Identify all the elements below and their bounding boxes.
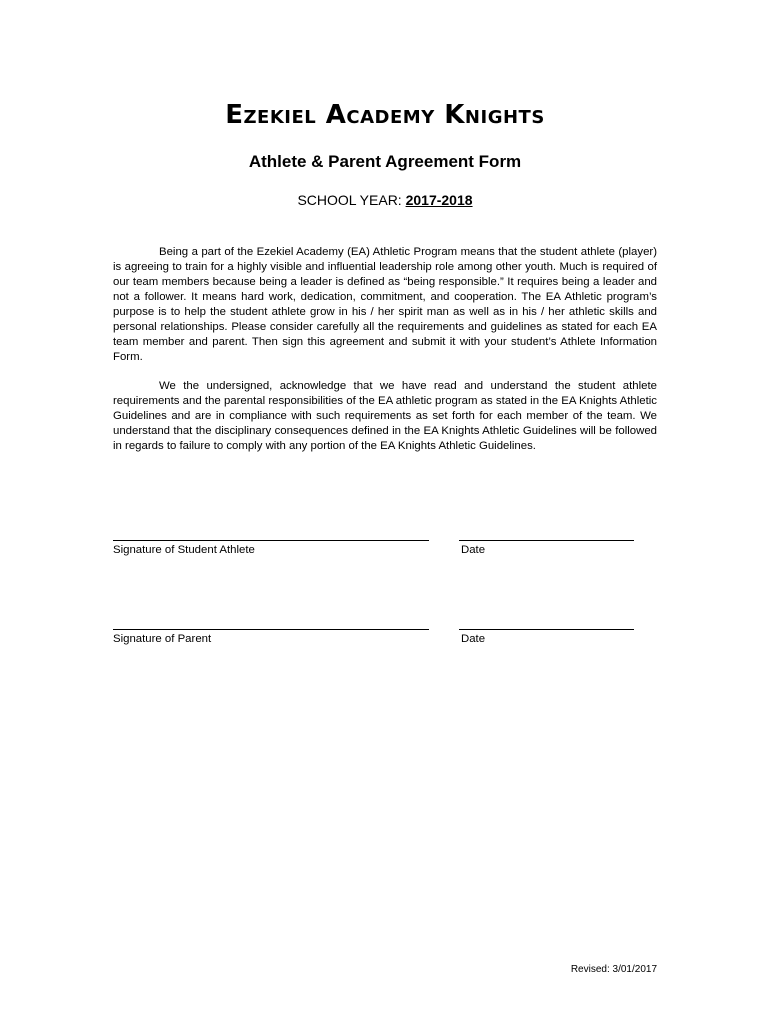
student-date-line[interactable] — [459, 540, 634, 541]
form-title: Athlete & Parent Agreement Form — [248, 152, 522, 171]
student-signature-label: Signature of Student Athlete — [113, 544, 255, 556]
parent-signature-line[interactable] — [113, 629, 429, 630]
parent-date-label: Date — [461, 633, 486, 645]
school-year-value: 2017-2018 — [405, 192, 473, 208]
school-year-label: SCHOOL YEAR: — [297, 192, 402, 208]
student-signature-line[interactable] — [113, 540, 429, 541]
revised-date: Revised: 3/01/2017 — [570, 964, 657, 975]
agreement-paragraph-1: Being a part of the Ezekiel Academy (EA) Athletic Program means that the student athlete (player) is agreeing to train for a highly visible and influential leadership role among other youth. Much is required of our team members because being a leader is defined as “being responsible.” It requires being a leader and not a follower. It means hard work, dedication, commitment, and cooperation. The EA Athletic program’s purpose is to help the student athlete grow in his / her spirit man as well as in his / her athletic skills and personal relationships. Please consider carefully all the requirements and guidelines as stated for each EA team member and parent. Then sign this agreement and submit it with your student’s Athlete Information Form. — [113, 246, 657, 363]
agreement-paragraph-2: We the undersigned, acknowledge that we have read and understand the student athlete requirements and the parental responsibilities of the EA athletic program as stated in the EA Knights Athletic Guidelines and are in compliance with such requirements as set forth for each member of the team. We understand that the disciplinary consequences defined in the EA Knights Athletic Guidelines will be followed in regards to failure to comply with any portion of the EA Knights Athletic Guidelines. — [113, 380, 657, 452]
parent-date-line[interactable] — [459, 629, 634, 630]
organization-title: Ezekiel Academy Knights — [225, 100, 545, 130]
school-year — [0, 192, 770, 208]
student-date-label: Date — [461, 544, 486, 556]
parent-signature-label: Signature of Parent — [113, 633, 212, 645]
